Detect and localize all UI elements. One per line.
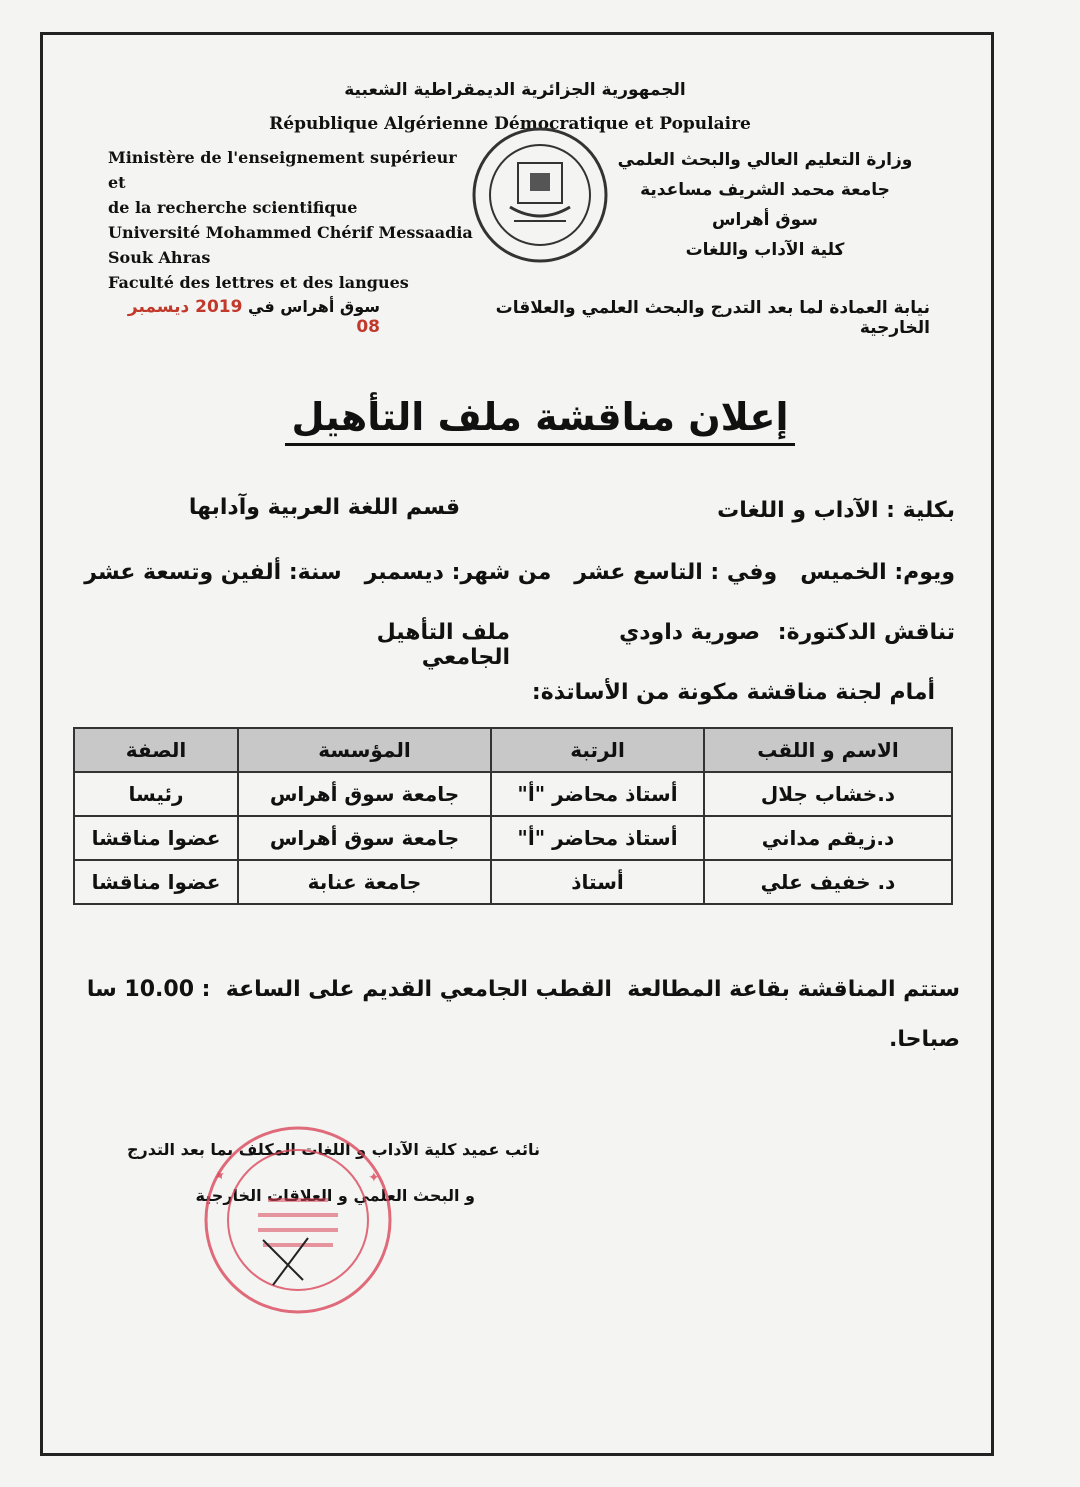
date-prefix: سوق أهراس في — [248, 297, 380, 316]
table-row — [74, 816, 952, 860]
committee-intro: أمام لجنة مناقشة مكونة من الأساتذة: — [531, 680, 935, 705]
university-name-ar: جامعة محمد الشريف مساعدية — [640, 180, 890, 200]
header-rank: الرتبة — [491, 728, 704, 772]
member-institution: جامعة عنابة — [238, 860, 491, 904]
member-name: د.خشاب جلال — [704, 772, 952, 816]
ministry-line-2: de la recherche scientifique — [108, 198, 358, 217]
date-stamp: 2019 ديسمبر 08 — [127, 297, 380, 337]
university-name-fr: Université Mohammed Chérif Messaadia — [108, 223, 473, 242]
faculty-ar: كلية الآداب واللغات — [685, 240, 845, 260]
table-row — [74, 772, 952, 816]
signature-title-line-1: نائب عميد كلية الآداب و اللغات المكلف بما بعد التدرج — [127, 1140, 540, 1159]
member-rank: أستاذ — [491, 860, 704, 904]
header-role: الصفة — [74, 728, 238, 772]
member-rank: أستاذ محاضر "أ" — [491, 816, 704, 860]
member-role: عضوا مناقشا — [74, 816, 238, 860]
member-name: د. خفيف علي — [704, 860, 952, 904]
ministry-ar: وزارة التعليم العالي والبحث العلمي — [617, 150, 913, 170]
table-row — [74, 860, 952, 904]
date-detail-line: ويوم: الخميس وفي : التاسع عشر من شهر: ديسمبر سنة: ألفين وتسعة عشر — [84, 560, 955, 585]
document-title: إعلان مناقشة ملف التأهيل — [0, 395, 1080, 439]
republic-arabic: الجمهورية الجزائرية الديمقراطية الشعبية — [344, 80, 686, 100]
city-ar: سوق أهراس — [712, 210, 818, 230]
member-rank: أستاذ محاضر "أ" — [491, 772, 704, 816]
svg-text:✦: ✦ — [211, 1166, 230, 1187]
header-institution: المؤسسة — [238, 728, 491, 772]
city-fr: Souk Ahras — [108, 248, 211, 267]
header-left-french — [108, 145, 478, 295]
member-role: رئيسا — [74, 772, 238, 816]
republic-french: République Algérienne Démocratique et Populaire — [269, 114, 751, 134]
member-institution: جامعة سوق أهراس — [238, 816, 491, 860]
member-role: عضوا مناقشا — [74, 860, 238, 904]
ministry-line-1: Ministère de l'enseignement supérieur et — [108, 148, 457, 192]
member-institution: جامعة سوق أهراس — [238, 772, 491, 816]
university-seal-logo — [470, 125, 610, 265]
candidate-name: صورية داودي — [619, 620, 760, 645]
table-header-row — [74, 728, 952, 772]
vice-deanship-line: نيابة العمادة لما بعد التدرج والبحث العلمي والعلاقات الخارجية — [495, 298, 930, 338]
venue-line: ستتم المناقشة بقاعة المطالعة القطب الجامعي القديم على الساعة : 10.00 سا — [86, 977, 960, 1002]
department-line: قسم اللغة العربية وآدابها — [188, 495, 460, 520]
faculty-line: بكلية : الآداب و اللغات — [717, 498, 955, 523]
candidate-label: تناقش الدكتورة: — [777, 620, 955, 645]
committee-table — [73, 727, 953, 905]
svg-text:✦: ✦ — [368, 1170, 380, 1186]
official-stamp — [198, 1120, 398, 1320]
file-type: ملف التأهيل الجامعي — [376, 620, 510, 670]
date-line — [110, 297, 380, 337]
member-name: د.زيقم مداني — [704, 816, 952, 860]
venue-line-2: صباحا. — [889, 1027, 960, 1052]
header-name: الاسم و اللقب — [704, 728, 952, 772]
faculty-fr: Faculté des lettres et des langues — [108, 273, 409, 292]
signature-title-line-2: و البحث العلمي و العلاقات الخارجية — [195, 1186, 475, 1205]
header-right-arabic — [600, 145, 930, 265]
